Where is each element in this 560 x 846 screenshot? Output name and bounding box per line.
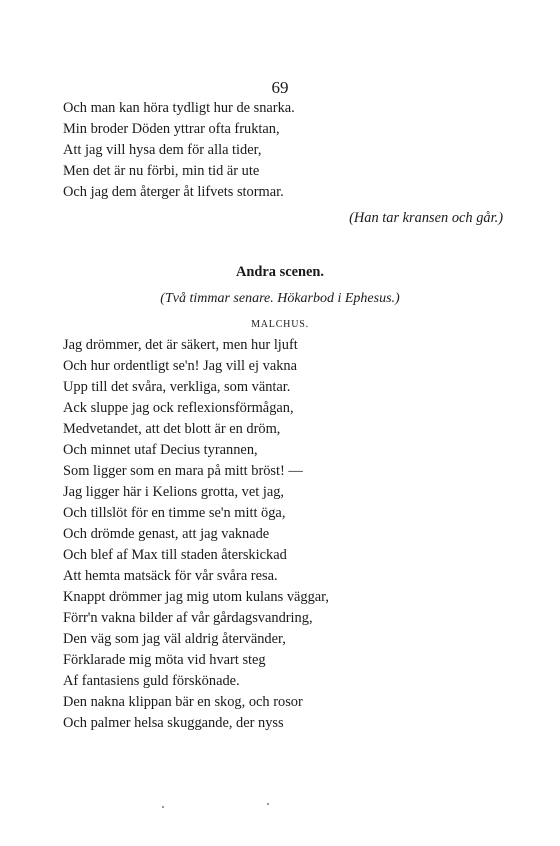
page-number: 69 — [271, 78, 289, 97]
verse-line: Ack sluppe jag ock reflexionsförmågan, — [63, 400, 294, 416]
verse-line: Af fantasiens guld förskönade. — [63, 673, 240, 689]
scene-setting: (Två timmar senare. Hökarbod i Ephesus.) — [160, 291, 400, 306]
verse-line: Men det är nu förbi, min tid är ute — [63, 163, 260, 179]
verse-line: Och palmer helsa skuggande, der nyss — [63, 715, 284, 731]
verse-line: Och hur ordentligt se'n! Jag vill ej vakna — [63, 358, 297, 374]
verse-line: Min broder Döden yttrar ofta fruktan, — [63, 121, 280, 137]
verse-line: Och minnet utaf Decius tyrannen, — [63, 442, 258, 458]
verse-line: Förr'n vakna bilder af vår gårdagsvandring, — [63, 610, 313, 626]
verse-line: Att jag vill hysa dem för alla tider, — [63, 142, 262, 158]
paper-speck — [162, 806, 164, 808]
paper-speck — [267, 803, 269, 805]
verse-line: Knappt drömmer jag mig utom kulans väggar, — [63, 589, 329, 605]
stage-direction-exit: (Han tar kransen och går.) — [349, 210, 503, 226]
verse-line: Och tillslöt för en timme se'n mitt öga, — [63, 505, 286, 521]
verse-line: Medvetandet, att det blott är en dröm, — [63, 421, 281, 437]
verse-line: Och man kan höra tydligt hur de snarka. — [63, 100, 295, 116]
verse-line: Den nakna klippan bär en skog, och rosor — [63, 694, 303, 710]
verse-line: Och drömde genast, att jag vaknade — [63, 526, 270, 542]
verse-line: Och blef af Max till staden återskickad — [63, 547, 287, 563]
verse-line: Som ligger som en mara på mitt bröst! — — [63, 463, 303, 479]
verse-line: Den väg som jag väl aldrig återvänder, — [63, 631, 286, 647]
verse-line: Och jag dem återger åt lifvets stormar. — [63, 184, 284, 200]
verse-line: Jag ligger här i Kelions grotta, vet jag, — [63, 484, 284, 500]
verse-block-main — [63, 335, 503, 734]
speaker-name: MALCHUS. — [251, 319, 309, 330]
verse-line: Jag drömmer, det är säkert, men hur ljuft — [63, 337, 298, 353]
verse-block-top — [63, 98, 503, 203]
verse-line: Förklarade mig möta vid hvart steg — [63, 652, 266, 668]
verse-line: Upp till det svåra, verkliga, som väntar. — [63, 379, 291, 395]
verse-line: Att hemta matsäck för vår svåra resa. — [63, 568, 278, 584]
scene-title: Andra scenen. — [236, 264, 324, 280]
